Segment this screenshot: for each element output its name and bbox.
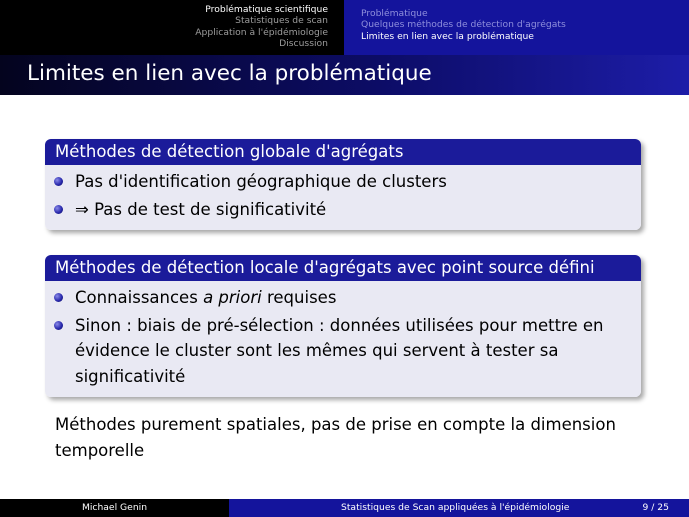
- list-item: [75, 285, 631, 311]
- slide-title: Limites en lien avec la problématique: [27, 61, 432, 86]
- footer-author: Michael Genin: [81, 502, 148, 513]
- page-number: 9 / 25: [642, 502, 669, 513]
- bullet-icon: [54, 205, 63, 214]
- list-item: [75, 313, 631, 390]
- list-item-text: ⇒ Pas de test de significativité: [75, 199, 327, 219]
- list-item-text: Pas d'identification géographique de clusters: [75, 172, 447, 191]
- bullet-icon: [54, 293, 63, 302]
- block-title: Méthodes de détection globale d'agrégats: [45, 139, 641, 165]
- block-global-detection: [45, 139, 641, 230]
- subsection-navigation: [344, 0, 689, 55]
- nav-section-problematique[interactable]: Problématique scientifique: [205, 4, 328, 15]
- nav-subsection-methodes[interactable]: Quelques méthodes de détection d'agrégats: [361, 19, 566, 31]
- list-item-text: requises: [261, 288, 337, 307]
- block-title: Méthodes de détection locale d'agrégats avec point source défini: [45, 255, 641, 281]
- footer-author-box: [0, 499, 229, 517]
- block-body: [45, 165, 641, 230]
- section-navigation: [0, 0, 344, 55]
- list-item-italic: a priori: [203, 288, 262, 307]
- nav-section-statistiques[interactable]: Statistiques de scan: [235, 15, 328, 27]
- bullet-icon: [54, 321, 63, 330]
- block-body: [45, 281, 641, 397]
- nav-section-discussion[interactable]: Discussion: [279, 37, 328, 49]
- bullet-icon: [54, 177, 63, 186]
- footer-title-box: [229, 499, 689, 517]
- nav-subsection-problematique[interactable]: Problématique: [361, 8, 428, 19]
- nav-subsection-limites[interactable]: Limites en lien avec la problématique: [361, 30, 534, 42]
- list-item-text: Connaissances: [75, 288, 204, 307]
- conclusion-text: Méthodes purement spatiales, pas de prise en compte la dimension temporelle: [55, 415, 616, 460]
- list-item-text: Sinon : biais de pré-sélection : données utilisées pour mettre en évidence le cluster sont les mêmes qui servent à tester sa significativité: [75, 315, 604, 386]
- block-local-detection: [45, 255, 641, 397]
- top-navigation: [0, 0, 689, 55]
- frame-title-bar: [0, 55, 689, 95]
- footer: [0, 499, 689, 517]
- nav-section-application[interactable]: Application à l'épidémiologie: [195, 26, 328, 38]
- list-item: [75, 197, 631, 223]
- list-item: [75, 169, 631, 195]
- footer-title: Statistiques de Scan appliquées à l'épidémiologie: [341, 502, 570, 513]
